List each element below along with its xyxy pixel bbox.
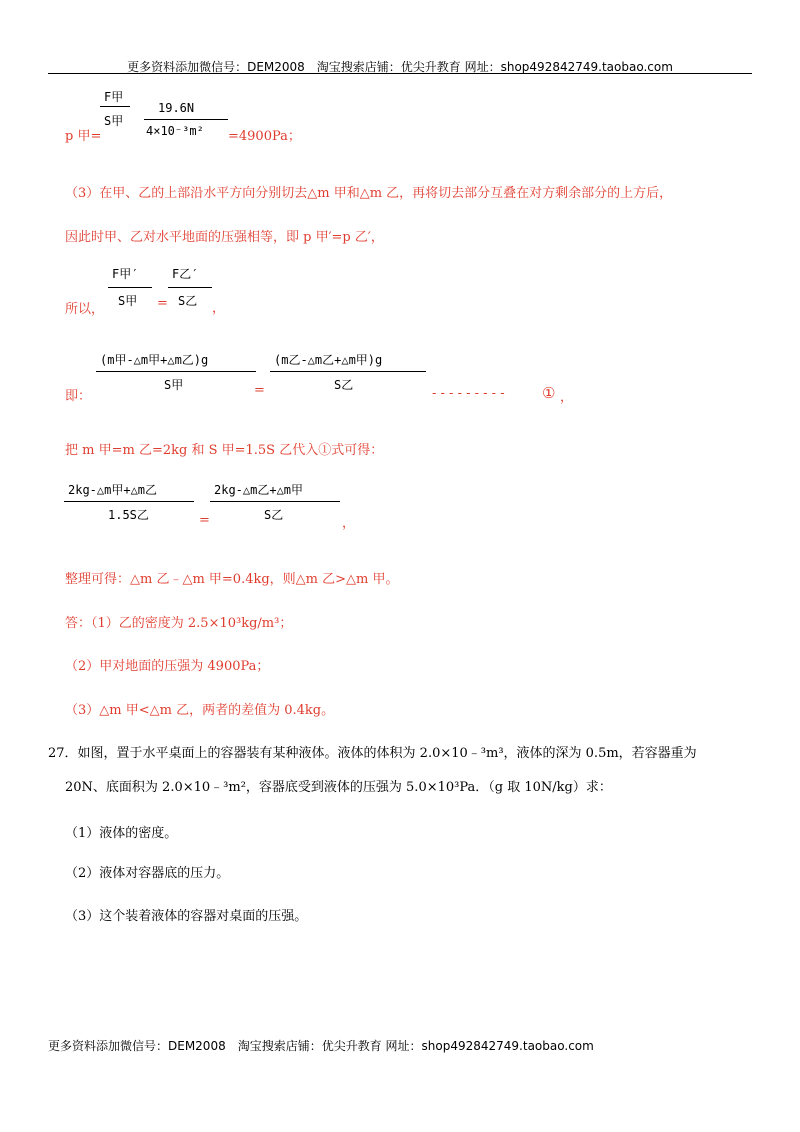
eq3-frac1-bar [96,371,256,372]
eq2-frac2-num: F乙′ [172,267,199,281]
eq4-frac1-den: 1.5S乙 [108,508,149,522]
eq2-frac2-bar [168,287,212,288]
eq3-frac1-num: (m甲-△m甲+△m乙)g [100,353,209,367]
problem-27-question-2: （2）液体对容器底的压力。 [65,866,230,881]
page-footer: 更多资料添加微信号：DEM2008 淘宝搜索店铺：优尖升教育 网址：shop492842749.taobao.com [48,1039,594,1053]
eq1-frac2-num: 19.6N [158,101,195,115]
eq1-lhs: p 甲= [65,129,102,144]
step3-line2: 因此时甲、乙对水平地面的压强相等，即 p 甲′=p 乙′， [65,230,384,245]
page-header: 更多资料添加微信号：DEM2008 淘宝搜索店铺：优尖升教育 网址：shop492842749.taobao.com [127,60,673,74]
eq2-frac1-num: F甲′ [112,267,139,281]
eq3-suffix: ， [560,390,574,405]
eq1-frac1-num: F甲 [104,90,124,104]
eq4-frac2-den: S乙 [264,508,284,522]
eq2-equals: = [157,296,168,311]
simplify-line: 整理可得：△m 乙﹣△m 甲=0.4kg，则△m 乙>△m 甲。 [65,572,399,587]
step3-line1: （3）在甲、乙的上部沿水平方向分别切去△m 甲和△m 乙，再将切去部分互叠在对方剩余部分的上方后， [65,186,673,201]
eq2-frac1-bar [108,287,152,288]
answer-3: （3）△m 甲<△m 乙，两者的差值为 0.4kg。 [65,703,335,718]
eq4-frac2-num: 2kg-△m乙+△m甲 [214,483,304,497]
eq4-frac1-num: 2kg-△m甲+△m乙 [68,483,158,497]
eq1-result: =4900Pa； [228,129,301,144]
eq2-frac2-den: S乙 [178,294,198,308]
eq3-frac2-num: (m乙-△m乙+△m甲)g [274,353,383,367]
answer-2: （2）甲对地面的压强为 4900Pa； [65,659,270,674]
eq3-prefix: 即： [65,389,92,404]
header-divider [48,73,752,74]
problem-27-question-1: （1）液体的密度。 [65,826,178,841]
eq1-frac1-den: S甲 [104,114,124,128]
problem-27-question-3: （3）这个装着液体的容器对桌面的压强。 [65,909,308,924]
eq3-frac2-bar [270,371,426,372]
eq4-frac2-bar [210,501,340,502]
eq2-suffix: ， [212,301,226,316]
eq3-equals: = [254,383,265,398]
eq4-equals: = [199,513,210,528]
problem-27-line2: 20N、底面积为 2.0×10﹣³m²，容器底受到液体的压强为 5.0×10³Pa．（g 取 10N/kg）求： [65,780,612,795]
eq3-dashes: - - - - - - - - - [432,386,505,401]
eq2-frac1-den: S甲 [118,294,138,308]
eq3-label-circle-1: ① [542,384,556,402]
eq1-frac1-bar [100,106,130,107]
problem-27-line1: 27．如图，置于水平桌面上的容器装有某种液体。液体的体积为 2.0×10﹣³m³，液体的深为 0.5m，若容器重为 [48,746,697,761]
eq3-frac1-den: S甲 [164,378,184,392]
eq4-frac1-bar [64,501,194,502]
substitute-line: 把 m 甲=m 乙=2kg 和 S 甲=1.5S 乙代入①式可得： [65,443,384,458]
eq4-suffix: ， [342,516,356,531]
answer-1: 答：（1）乙的密度为 2.5×10³kg/m³； [65,616,293,631]
eq1-frac2-bar [144,119,228,120]
eq3-frac2-den: S乙 [334,378,354,392]
eq2-prefix: 所以， [65,302,105,317]
eq1-frac2-den: 4×10⁻³m² [146,124,204,138]
